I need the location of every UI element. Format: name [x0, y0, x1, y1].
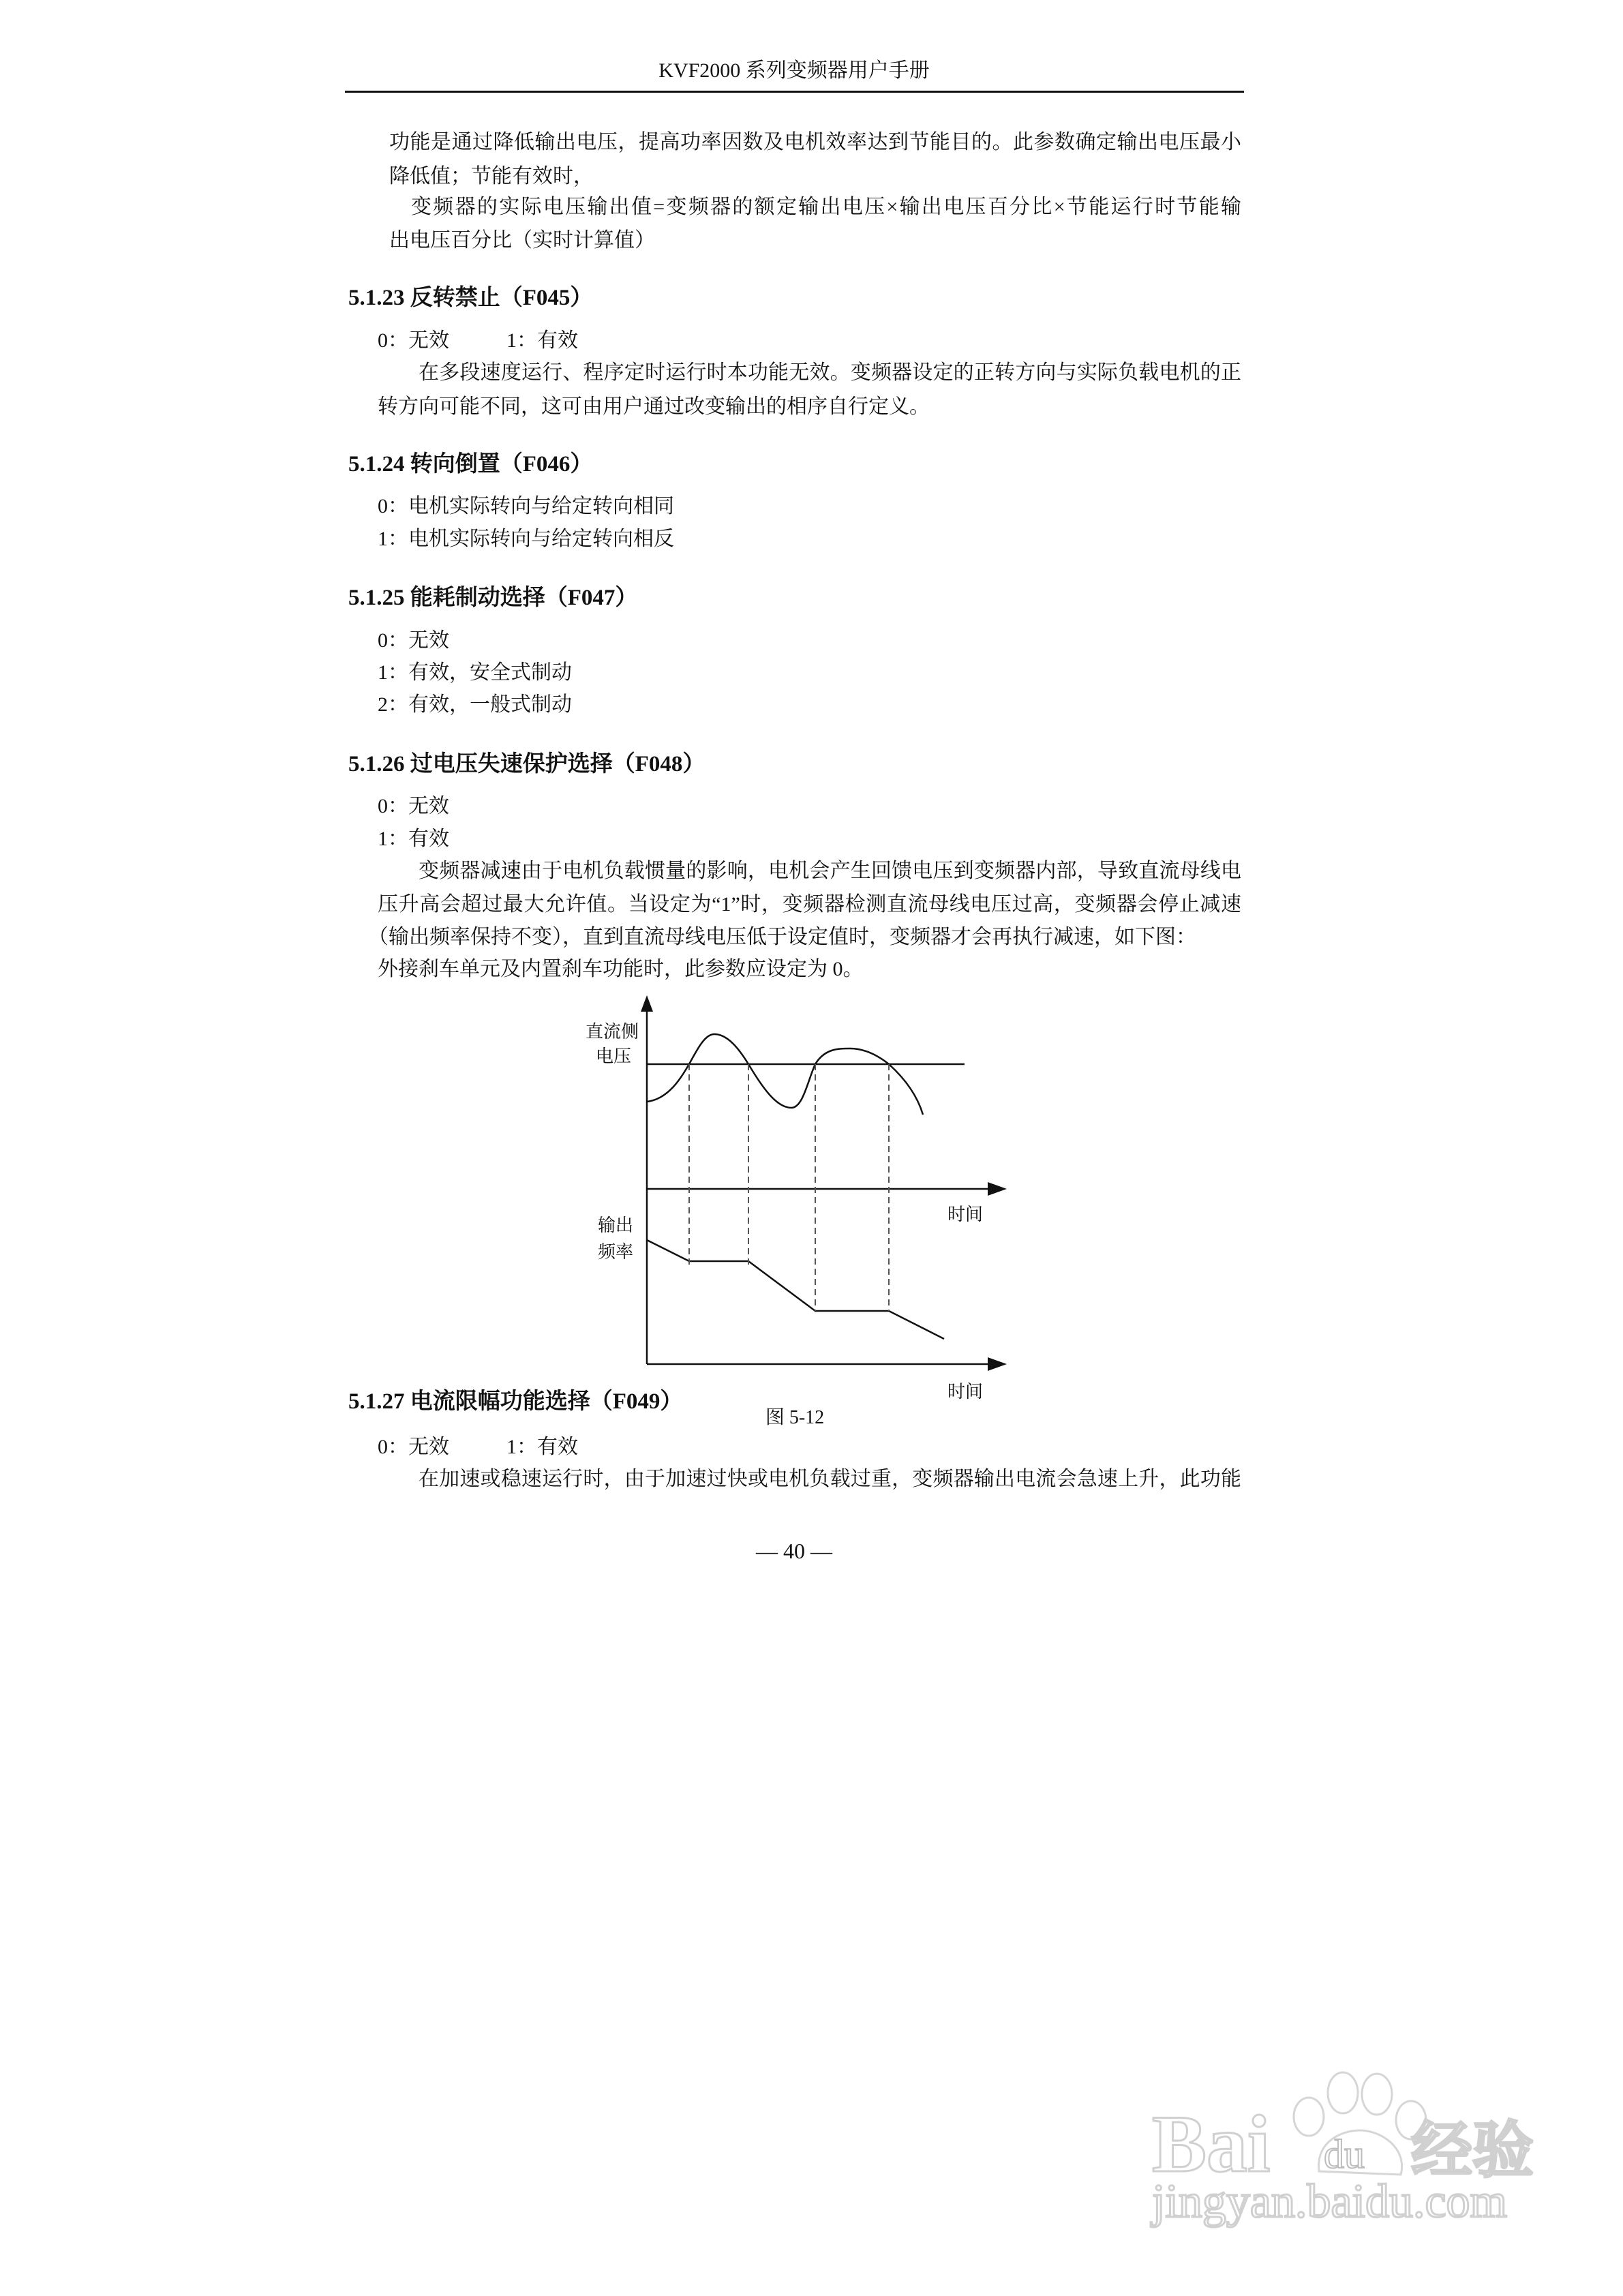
lower-axis-arrow: [988, 1357, 1007, 1371]
paragraph-line: 变频器的实际电压输出值=变频器的额定输出电压×输出电压百分比×节能运行时节能输: [411, 196, 1241, 218]
section-heading-5-1-23: 5.1.23 反转禁止（F045）: [348, 286, 593, 310]
paw-toe-icon: [1294, 2098, 1324, 2136]
svg-text:du: du: [1324, 2132, 1365, 2177]
option-item: 0：无效: [378, 329, 449, 352]
voltage-curve: [647, 1034, 923, 1115]
paw-toe-icon: [1362, 2074, 1392, 2115]
paragraph-line: 出电压百分比（实时计算值）: [389, 229, 655, 252]
paragraph-line: （输出频率保持不变），直到直流母线电压低于设定值时，变频器才会再执行减速，如下图：: [368, 926, 1196, 948]
option-item: 0：电机实际转向与给定转向相同: [378, 495, 674, 517]
voltage-label: 电压: [595, 1046, 632, 1066]
frequency-label: 频率: [597, 1242, 634, 1262]
paw-toe-icon: [1328, 2072, 1358, 2113]
svg-text:Bai: Bai: [1152, 2098, 1271, 2189]
frequency-label: 输出: [597, 1215, 634, 1235]
frequency-curve: [647, 1240, 944, 1339]
section-heading-5-1-27: 5.1.27 电流限幅功能选择（F049）: [348, 1389, 683, 1414]
option-item: 1：有效: [506, 1436, 578, 1458]
option-item: 0：无效: [378, 1436, 449, 1458]
option-item: 1：有效，安全式制动: [378, 661, 572, 684]
section-heading-5-1-24: 5.1.24 转向倒置（F046）: [348, 452, 593, 477]
option-item: 1：电机实际转向与给定转向相反: [378, 528, 674, 550]
option-item: 0：无效: [378, 795, 449, 817]
section-heading-5-1-26: 5.1.26 过电压失速保护选择（F048）: [348, 752, 706, 776]
paragraph-line: 在加速或稳速运行时，由于加速过快或电机负载过重，变频器输出电流会急速上升，此功能: [419, 1468, 1241, 1490]
paragraph-line: 压升高会超过最大允许值。当设定为“1”时，变频器检测直流母线电压过高，变频器会停止减速: [378, 893, 1241, 916]
running-header: KVF2000 系列变频器用户手册: [658, 59, 930, 82]
option-item: 2：有效，一般式制动: [378, 693, 572, 716]
paragraph-line: 在多段速度运行、程序定时运行时本功能无效。变频器设定的正转方向与实际负载电机的正: [419, 361, 1241, 384]
option-item: 1：有效: [506, 329, 578, 352]
watermark-url: jingyan.baidu.com: [1152, 2175, 1508, 2228]
option-item: 1：有效: [378, 828, 449, 850]
voltage-label: 直流侧: [585, 1022, 639, 1042]
paragraph-line: 外接刹车单元及内置刹车功能时，此参数应设定为 0。: [378, 958, 864, 980]
option-item: 0：无效: [378, 629, 449, 652]
paragraph-line: 功能是通过降低输出电压，提高功率因数及电机效率达到节能目的。此参数确定输出电压最小: [389, 131, 1241, 153]
paragraph-line: 变频器减速由于电机负载惯量的影响，电机会产生回馈电压到变频器内部，导致直流母线电: [419, 860, 1241, 882]
paragraph-line: 降低值；节能有效时，: [389, 165, 594, 187]
upper-axis-arrow: [988, 1182, 1007, 1196]
page-number: — 40 —: [756, 1539, 832, 1563]
baidu-watermark-logo: [1145, 2038, 1554, 2243]
svg-text:经验: 经验: [1411, 2117, 1534, 2185]
time-label: 时间: [947, 1205, 984, 1224]
time-label: 时间: [947, 1382, 984, 1402]
paragraph-line: 转方向可能不同，这可由用户通过改变输出的相序自行定义。: [378, 395, 930, 418]
figure-caption: 图 5-12: [765, 1407, 825, 1428]
y-axis-arrow: [641, 995, 653, 1012]
section-heading-5-1-25: 5.1.25 能耗制动选择（F047）: [348, 586, 638, 610]
